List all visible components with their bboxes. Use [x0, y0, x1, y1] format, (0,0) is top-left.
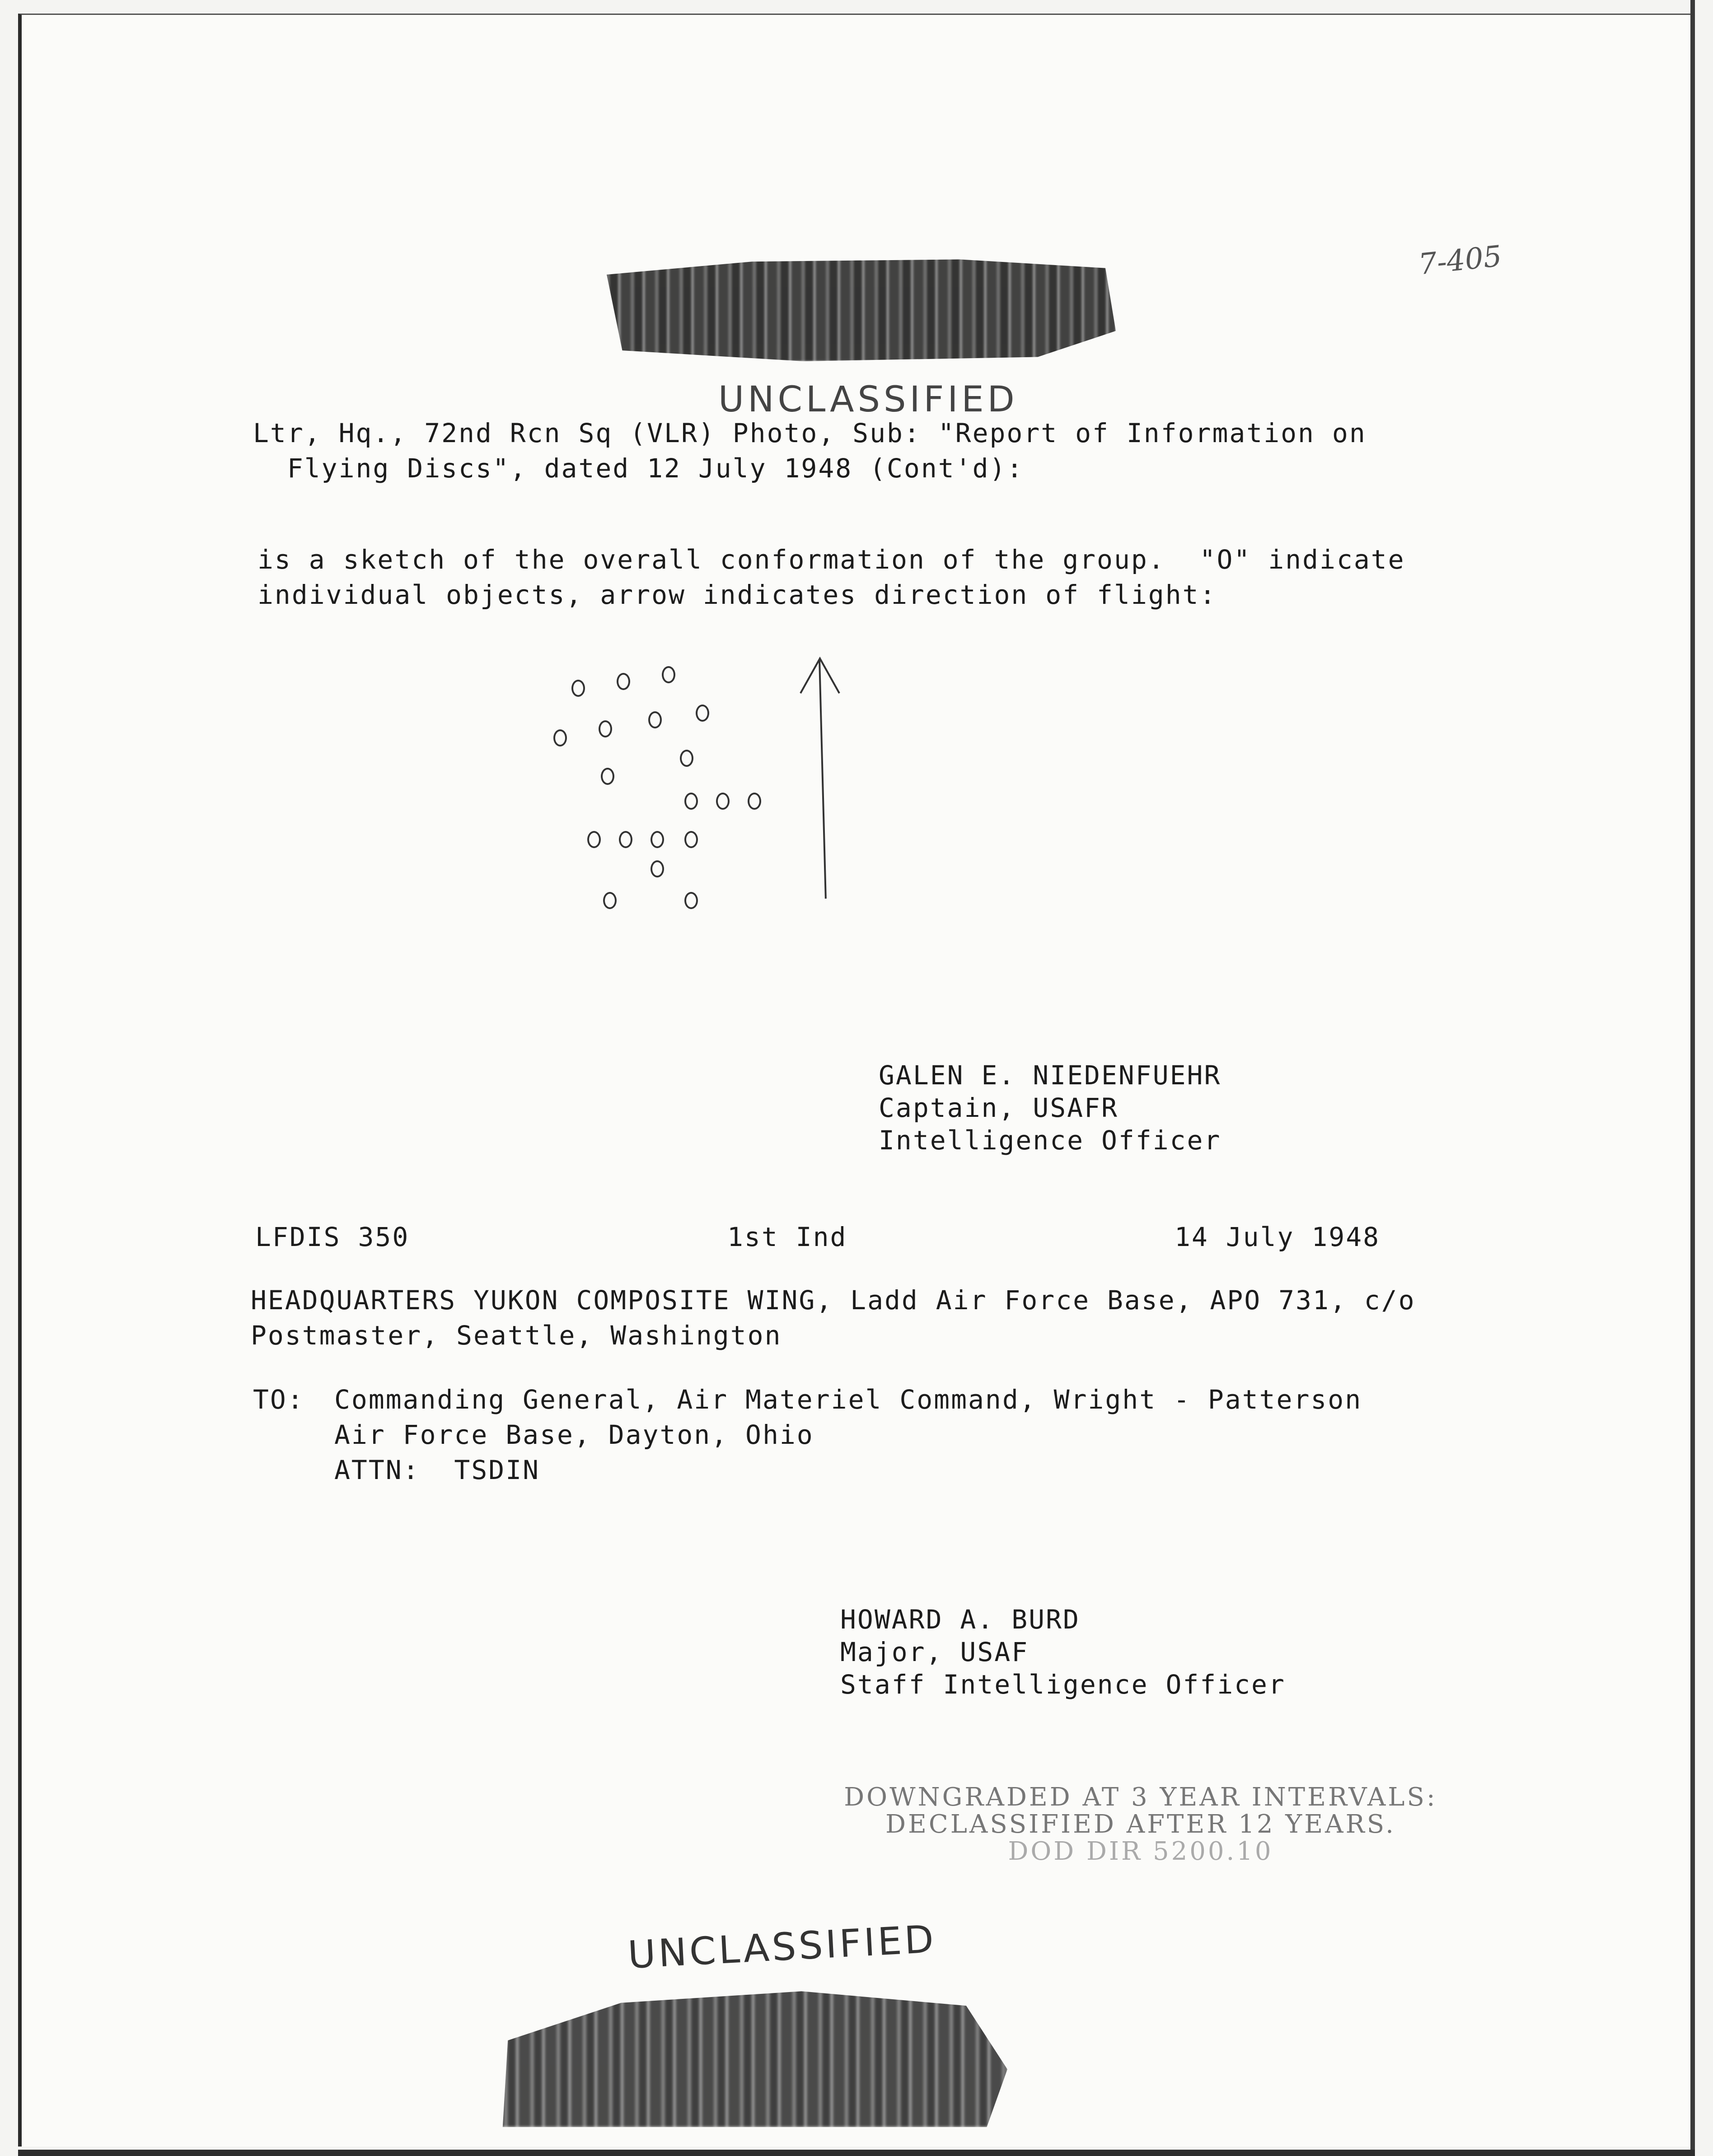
handwritten-reference: 7-405: [1417, 239, 1503, 282]
signature1-title: Intelligence Officer: [879, 1125, 1222, 1156]
object-marker: [617, 673, 630, 690]
object-marker: [651, 860, 664, 877]
indorsement-number: 1st Ind: [727, 1222, 847, 1252]
unclassified-stamp-bottom: UNCLASSIFIED: [627, 1917, 938, 1977]
object-marker: [748, 793, 761, 810]
object-marker: [603, 892, 617, 909]
downgrade-line-1: DOWNGRADED AT 3 YEAR INTERVALS:: [844, 1783, 1437, 1812]
to-line-1: Commanding General, Air Materiel Command, Wright - Patterson: [334, 1384, 1362, 1415]
downgrade-stamp: [836, 1784, 1446, 1865]
signature2-name: HOWARD A. BURD: [840, 1604, 1080, 1635]
body-line-2: individual objects, arrow indicates direction of flight:: [257, 579, 1217, 610]
indorsement-file-ref: LFDIS 350: [255, 1222, 410, 1252]
object-marker: [648, 711, 662, 728]
object-marker: [599, 720, 612, 737]
object-marker: [684, 793, 698, 810]
body-line-1: is a sketch of the overall conformation of the group. "O" indicate: [257, 544, 1405, 575]
indorsement-from-line-1: HEADQUARTERS YUKON COMPOSITE WING, Ladd Air Force Base, APO 731, c/o: [251, 1285, 1416, 1316]
to-line-3: ATTN: TSDIN: [334, 1455, 540, 1485]
to-label: TO:: [253, 1384, 304, 1415]
confidential-stamp-top: [596, 253, 1116, 361]
to-line-2: Air Force Base, Dayton, Ohio: [334, 1419, 814, 1450]
object-marker: [571, 680, 585, 697]
scan-edge-bottom: [18, 2150, 1695, 2156]
reference-line-1: Ltr, Hq., 72nd Rcn Sq (VLR) Photo, Sub: "Report of Information on: [253, 418, 1367, 448]
scan-edge-right: [1690, 0, 1695, 2156]
signature2-title: Staff Intelligence Officer: [840, 1669, 1286, 1700]
object-marker: [716, 793, 730, 810]
object-marker: [619, 831, 632, 848]
object-marker: [601, 768, 614, 785]
signature1-name: GALEN E. NIEDENFUEHR: [879, 1060, 1222, 1091]
downgrade-line-2: DECLASSIFIED AFTER 12 YEARS.: [885, 1810, 1396, 1839]
object-marker: [662, 666, 675, 683]
object-marker: [684, 831, 698, 848]
object-marker: [684, 892, 698, 909]
downgrade-line-3: DOD DIR 5200.10: [1008, 1837, 1273, 1866]
object-marker: [651, 831, 664, 848]
signature2-rank: Major, USAF: [840, 1637, 1029, 1667]
object-marker: [553, 729, 567, 747]
indorsement-from-line-2: Postmaster, Seattle, Washington: [251, 1320, 782, 1351]
object-marker: [680, 750, 693, 767]
unclassified-stamp-top: UNCLASSIFIED: [718, 379, 1018, 420]
indorsement-date: 14 July 1948: [1175, 1222, 1381, 1252]
object-marker: [587, 831, 601, 848]
object-marker: [696, 705, 709, 722]
signature1-rank: Captain, USAFR: [879, 1092, 1119, 1123]
reference-line-2: Flying Discs", dated 12 July 1948 (Cont'd):: [253, 453, 1024, 484]
